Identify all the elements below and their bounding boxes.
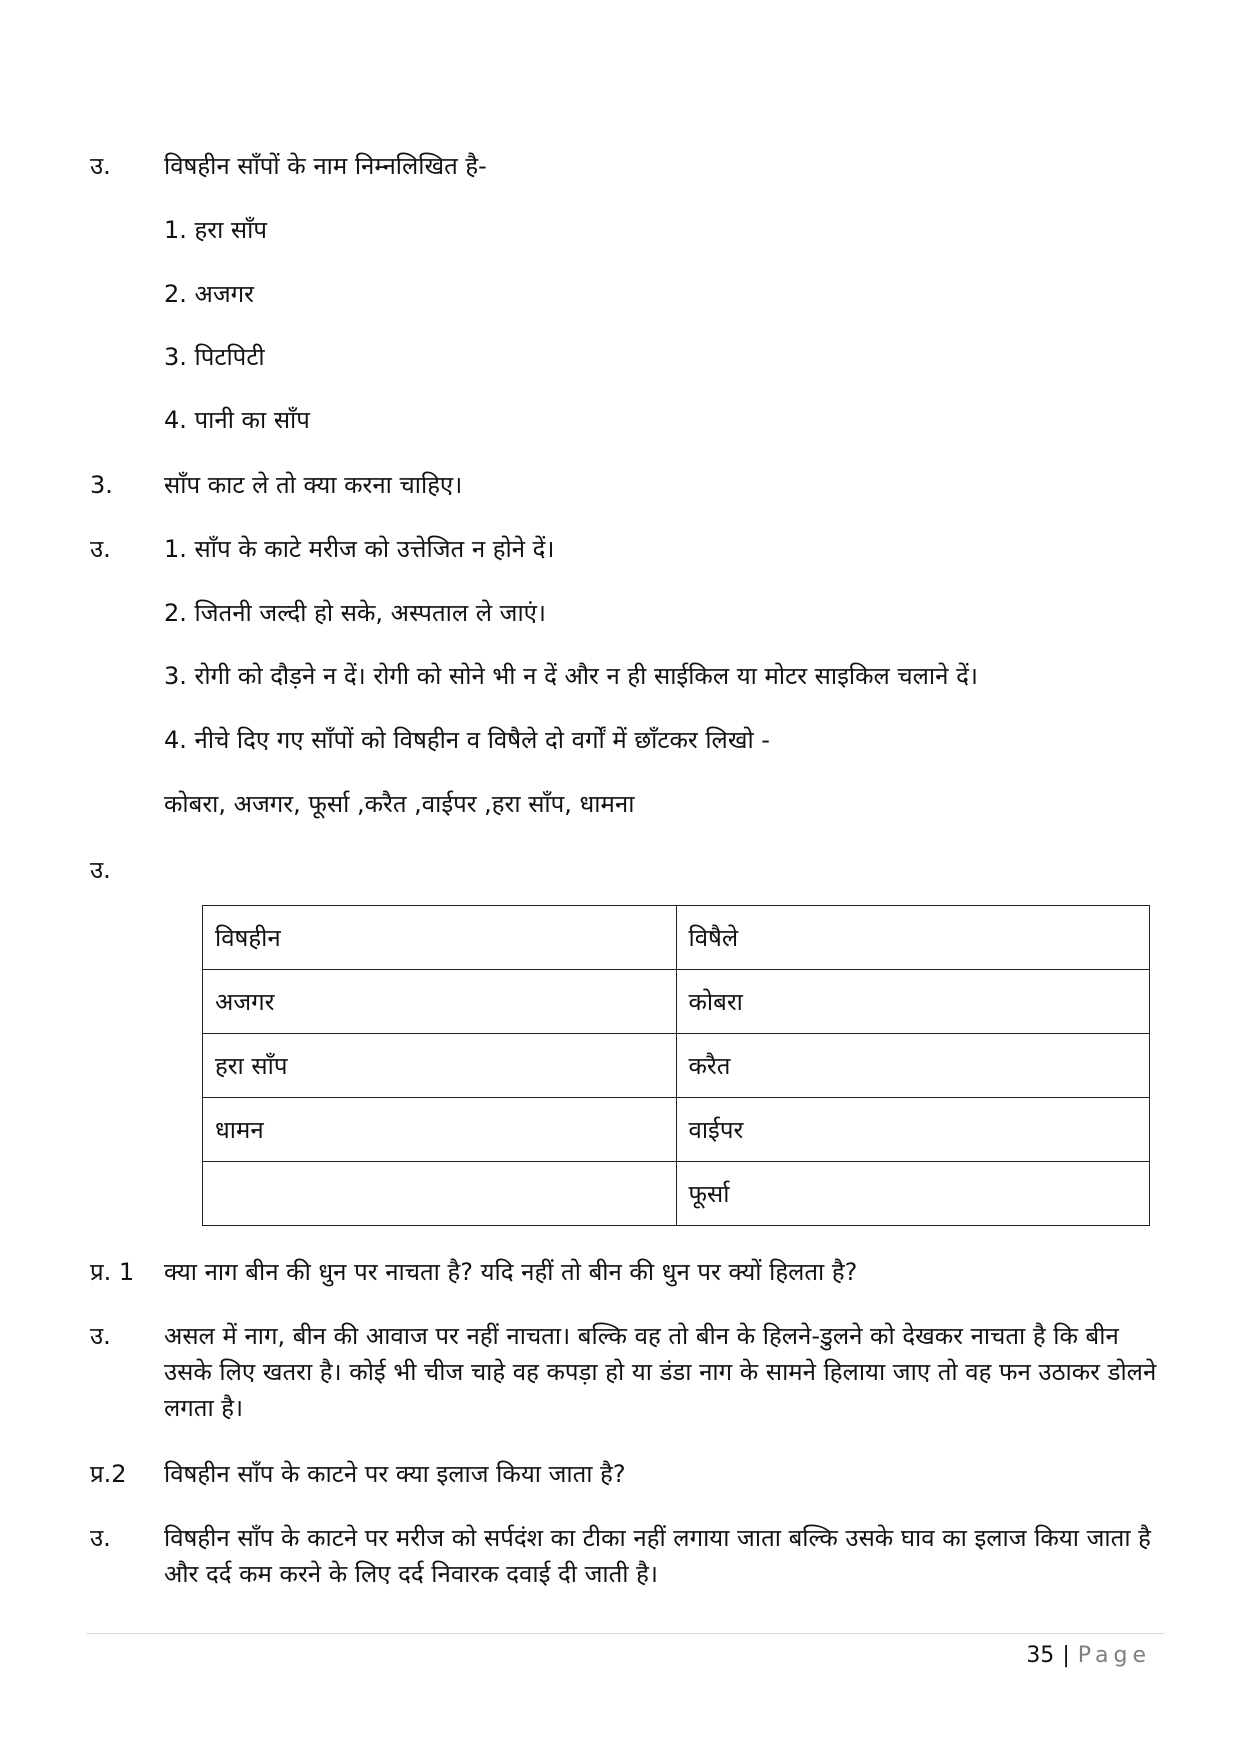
- row-label: प्र. 1: [90, 1258, 135, 1286]
- table-cell: हरा साँप: [203, 1034, 677, 1098]
- table-row: [203, 970, 1150, 1034]
- row-label: उ.: [90, 535, 111, 563]
- row-text: 1. साँप के काटे मरीज को उत्तेजित न होने दें।: [164, 535, 555, 563]
- table-cell: वाईपर: [676, 1098, 1150, 1162]
- snake-classification-table: [202, 905, 1150, 1226]
- page-number: 35: [1026, 1643, 1055, 1668]
- row-label: उ.: [90, 152, 111, 180]
- table-cell: कोबरा: [676, 970, 1150, 1034]
- row-text: 1. हरा साँप: [164, 216, 268, 244]
- row-text: क्या नाग बीन की धुन पर नाचता है? यदि नहीं तो बीन की धुन पर क्यों हिलता है?: [164, 1258, 858, 1286]
- page-footer: [1026, 1641, 1151, 1671]
- table-row: [203, 1162, 1150, 1226]
- row-text: कोबरा, अजगर, फूर्सा ,करैत ,वाईपर ,हरा साँप, धामना: [164, 790, 635, 818]
- table-cell: करैत: [676, 1034, 1150, 1098]
- row-label: प्र.2: [90, 1460, 127, 1488]
- row-text: 3. रोगी को दौड़ने न दें। रोगी को सोने भी न दें और न ही साईकिल या मोटर साइकिल चलाने दें।: [164, 662, 978, 690]
- header-non-venomous: विषहीन: [203, 906, 677, 970]
- row-text: 2. अजगर: [164, 280, 254, 308]
- header-venomous: विषैले: [676, 906, 1150, 970]
- row-text: 3. पिटपिटी: [164, 343, 265, 371]
- table-cell: अजगर: [203, 970, 677, 1034]
- table-row: [203, 1098, 1150, 1162]
- row-label: 3.: [90, 471, 113, 499]
- row-text: 4. नीचे दिए गए साँपों को विषहीन व विषैले दो वर्गों में छाँटकर लिखो -: [164, 726, 770, 754]
- row-label: उ.: [90, 856, 111, 884]
- row-text: 2. जितनी जल्दी हो सके, अस्पताल ले जाएं।: [164, 599, 547, 627]
- row-text: विषहीन साँप के काटने पर क्या इलाज किया जाता है?: [164, 1460, 626, 1488]
- row-text: 4. पानी का साँप: [164, 406, 310, 434]
- row-text: विषहीन साँप के काटने पर मरीज को सर्पदंश का टीका नहीं लगाया जाता बल्कि उसके घाव का इलाज किया जाता है और दर्द कम करने के लिए दर्द निवारक दवाई दी जाती है।: [164, 1524, 1151, 1588]
- table-cell: [203, 1162, 677, 1226]
- row-text: विषहीन साँपों के नाम निम्नलिखित है-: [164, 152, 487, 180]
- page-word: Page: [1077, 1643, 1151, 1668]
- row-text: असल में नाग, बीन की आवाज पर नहीं नाचता। बल्कि वह तो बीन के हिलने-डुलने को देखकर नाचता है कि बीन उसके लिए खतरा है। कोई भी चीज चाहे वह कपड़ा हो या डंडा नाग के सामने हिलाया जाए तो वह फन उठाकर डोलने लगता है।: [164, 1322, 1157, 1422]
- row-text: साँप काट ले तो क्या करना चाहिए।: [164, 471, 463, 499]
- table-row: [203, 1034, 1150, 1098]
- row-label: उ.: [90, 1524, 111, 1552]
- table-header-row: [203, 906, 1150, 970]
- footer-divider: [86, 1633, 1164, 1634]
- footer-separator: |: [1062, 1643, 1070, 1668]
- table-cell: धामन: [203, 1098, 677, 1162]
- table-cell: फूर्सा: [676, 1162, 1150, 1226]
- row-label: उ.: [90, 1322, 111, 1350]
